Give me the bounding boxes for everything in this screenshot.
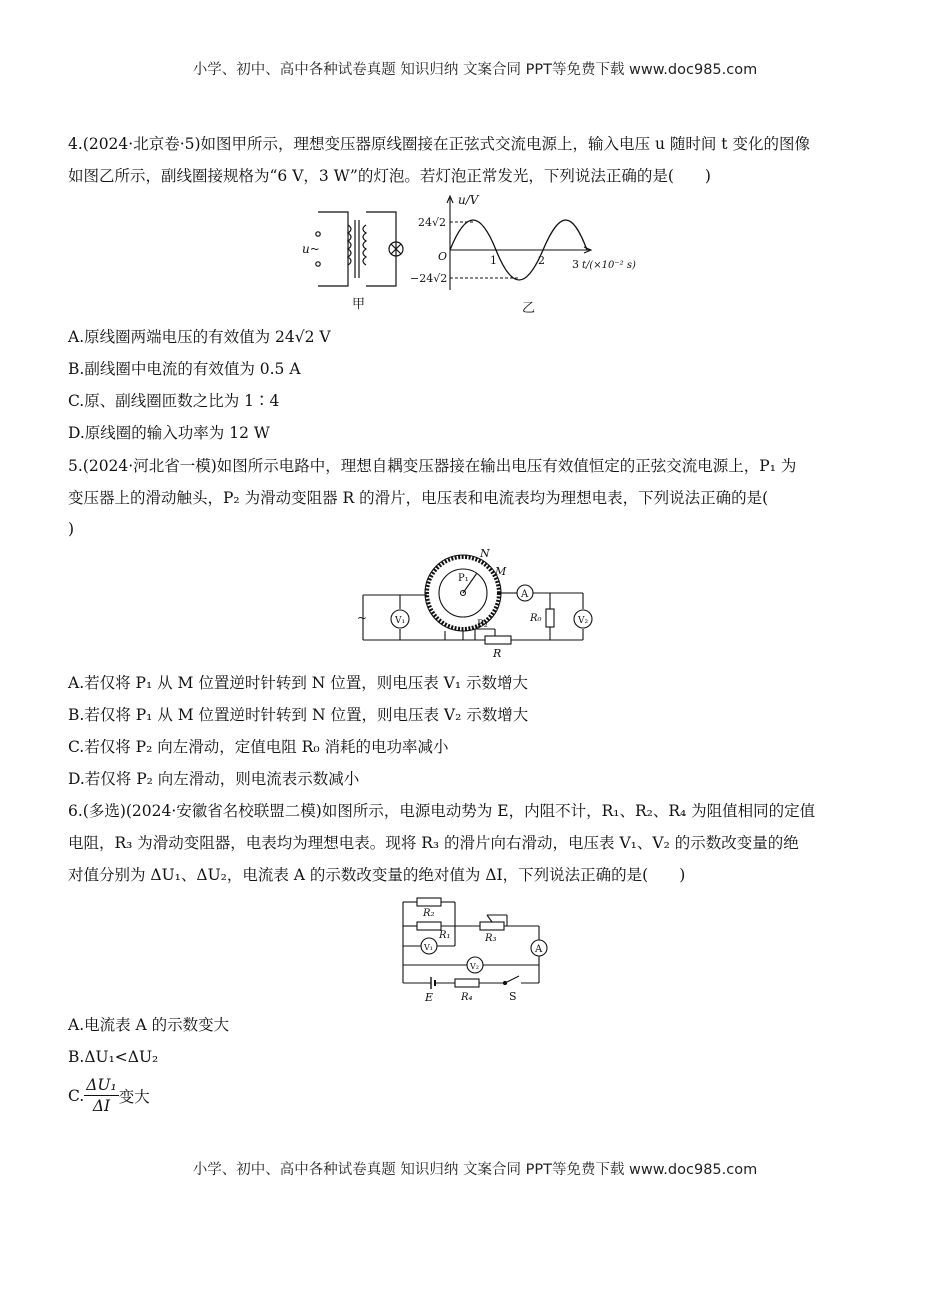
q4-stem-line1: 4.(2024·北京卷·5)如图甲所示，理想变压器原线圈接在正弦式交流电源上，输入电压 u 随时间 t 变化的图像 [68,135,810,153]
v1-label: V₁ [424,943,433,952]
page-header: 小学、初中、高中各种试卷真题 知识归纳 文案合同 PPT等免费下载 www.doc985.com [192,62,758,78]
q5-option-b: B.若仅将 P₁ 从 M 位置逆时针转到 N 位置，则电压表 V₂ 示数增大 [68,706,529,724]
q6-figure [395,890,555,1005]
q5-stem-line2: 变压器上的滑动触头，P₂ 为滑动变阻器 R 的滑片，电压表和电流表均为理想电表，下列说法正确的是( [68,489,769,507]
option-c-fraction [84,1075,118,1116]
slider-p2-label: P₂ [477,619,488,630]
fig-yi-label: 乙 [522,301,536,316]
v2-label: V₂ [470,962,479,971]
q6-stem-line3: 对值分别为 ΔU₁、ΔU₂，电流表 A 的示数改变量的绝对值为 ΔI，下列说法正确的是( ) [68,866,686,884]
q4-figure [300,190,660,320]
ammeter-label: A [521,589,529,600]
fraction-numerator: ΔU₁ [86,1076,117,1094]
origin-label: O [438,250,448,263]
y-tick-bottom: −24√2 [410,272,448,285]
q4-option-c: C.原、副线圈匝数之比为 1∶4 [68,392,280,410]
q4-option-b: B.副线圈中电流的有效值为 0.5 A [68,360,301,378]
q4-option-a: A.原线圈两端电压的有效值为 24√2 V [68,328,331,346]
sine-graph [447,196,591,290]
source-label: u~ [302,242,320,256]
v1-label: V₁ [395,616,406,626]
fraction-denominator: ΔI [92,1097,111,1115]
page-footer: 小学、初中、高中各种试卷真题 知识归纳 文案合同 PPT等免费下载 www.doc985.com [192,1162,758,1178]
y-tick-top: 24√2 [418,216,447,229]
q5-option-c: C.若仅将 P₂ 向左滑动，定值电阻 R₀ 消耗的电功率减小 [68,738,449,756]
q6-stem-line1: 6.(多选)(2024·安徽省名校联盟二模)如图所示，电源电动势为 E，内阻不计，R₁、R₂、R₄ 为阻值相同的定值 [68,802,816,820]
q6-option-a: A.电流表 A 的示数变大 [68,1016,230,1034]
fig-jia-label: 甲 [352,297,366,312]
q4-option-d: D.原线圈的输入功率为 12 W [68,424,270,442]
x-tick-2: 2 [538,254,545,267]
q4-stem-line2: 如图乙所示，副线圈接规格为“6 V，3 W”的灯泡。若灯泡正常发光，下列说法正确的是( ) [68,167,711,185]
q5-figure [355,545,610,665]
x-tick-3: 3 [572,258,579,271]
transformer-diagram [316,212,403,286]
switch-label: S [509,990,517,1003]
q5-stem-line3: ) [68,520,75,538]
r0-label: R₀ [530,613,542,624]
emf-label: E [425,991,434,1004]
r1-label: R₁ [439,930,451,941]
ammeter-label: A [535,944,543,955]
r2-label: R₂ [423,908,435,919]
option-c-text: 变大 [118,1087,150,1106]
tap-n-label: N [480,547,490,560]
slider-p1-label: P₁ [458,573,469,584]
r4-label: R₄ [461,992,473,1003]
q5-option-a: A.若仅将 P₁ 从 M 位置逆时针转到 N 位置，则电压表 V₁ 示数增大 [68,674,529,692]
option-c-letter: C. [68,1086,85,1105]
tap-m-label: M [495,565,507,578]
q5-stem-line1: 5.(2024·河北省一模)如图所示电路中，理想自耦变压器接在输出电压有效值恒定的正弦交流电源上，P₁ 为 [68,457,797,475]
rheostat-label: R [493,647,502,660]
r3-label: R₃ [485,933,497,944]
y-axis-label: u/V [458,193,479,207]
q5-option-d: D.若仅将 P₂ 向左滑动，则电流表示数减小 [68,770,360,788]
x-tick-1: 1 [490,254,497,267]
ac-source-symbol: ~ [357,611,368,625]
q6-stem-line2: 电阻，R₃ 为滑动变阻器，电表均为理想电表。现将 R₃ 的滑片向右滑动，电压表 V₁、V₂ 的示数改变量的绝 [68,834,799,852]
q6-option-c [68,1075,150,1116]
q6-option-b: B.ΔU₁<ΔU₂ [68,1048,159,1066]
v2-label: V₂ [578,616,589,626]
x-axis-label: t/(×10⁻² s) [582,260,636,271]
